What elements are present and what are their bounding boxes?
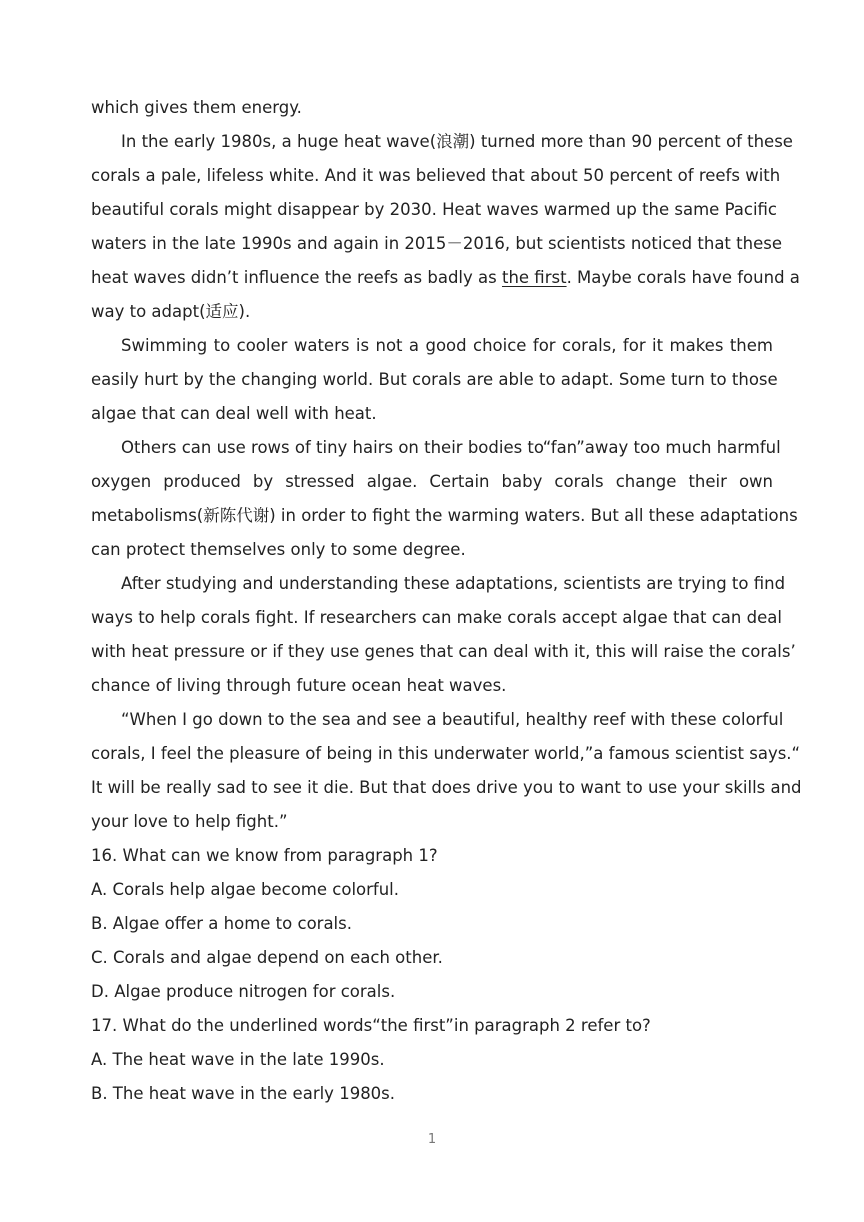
- document-page: [91, 91, 802, 1111]
- passage-line: way to adapt(适应).: [91, 302, 251, 321]
- passage-line: can protect themselves only to some degree.: [91, 540, 466, 559]
- passage-line: corals a pale, lifeless white. And it was believed that about 50 percent of reefs with: [91, 166, 781, 185]
- answer-option: A. Corals help algae become colorful.: [91, 880, 399, 899]
- passage-line: After studying and understanding these adaptations, scientists are trying to find: [121, 574, 786, 593]
- passage-line-with-underline: [91, 261, 800, 295]
- answer-option: D. Algae produce nitrogen for corals.: [91, 982, 396, 1001]
- passage-line: chance of living through future ocean heat waves.: [91, 676, 507, 695]
- passage-line: In the early 1980s, a huge heat wave(浪潮) turned more than 90 percent of these: [121, 132, 793, 151]
- passage-text: heat waves didn’t influence the reefs as badly as: [91, 268, 502, 287]
- passage-line: waters in the late 1990s and again in 2015－2016, but scientists noticed that these: [91, 234, 782, 253]
- answer-option: B. The heat wave in the early 1980s.: [91, 1084, 396, 1103]
- passage-line: metabolisms(新陈代谢) in order to fight the warming waters. But all these adaptations: [91, 506, 798, 525]
- passage-line: algae that can deal well with heat.: [91, 404, 377, 423]
- question-stem: 17. What do the underlined words“the first”in paragraph 2 refer to?: [91, 1016, 651, 1035]
- passage-line: It will be really sad to see it die. But that does drive you to want to use your skills and: [91, 778, 802, 797]
- passage-line: “When I go down to the sea and see a beautiful, healthy reef with these colorful: [121, 710, 784, 729]
- passage-line: beautiful corals might disappear by 2030. Heat waves warmed up the same Pacific: [91, 200, 778, 219]
- answer-option: A. The heat wave in the late 1990s.: [91, 1050, 385, 1069]
- passage-line: which gives them energy.: [91, 98, 302, 117]
- underlined-phrase: the first: [501, 268, 567, 287]
- passage-line: oxygen produced by stressed algae. Certain baby corals change their own: [91, 472, 773, 491]
- question-stem: 16. What can we know from paragraph 1?: [91, 846, 438, 865]
- passage-line: easily hurt by the changing world. But corals are able to adapt. Some turn to those: [91, 370, 778, 389]
- answer-option: C. Corals and algae depend on each other.: [91, 948, 443, 967]
- passage-line: corals, I feel the pleasure of being in this underwater world,”a famous scientist says.“: [91, 744, 801, 763]
- passage-line: with heat pressure or if they use genes that can deal with it, this will raise the corals’: [91, 642, 796, 661]
- passage-text: . Maybe corals have found a: [566, 268, 800, 287]
- passage-line: your love to help fight.”: [91, 812, 288, 831]
- passage-line: ways to help corals fight. If researchers can make corals accept algae that can deal: [91, 608, 782, 627]
- passage-line: Swimming to cooler waters is not a good choice for corals, for it makes them: [121, 336, 773, 355]
- page-number: 1: [427, 1132, 437, 1147]
- answer-option: B. Algae offer a home to corals.: [91, 914, 352, 933]
- passage-line: Others can use rows of tiny hairs on their bodies to“fan”away too much harmful: [121, 438, 781, 457]
